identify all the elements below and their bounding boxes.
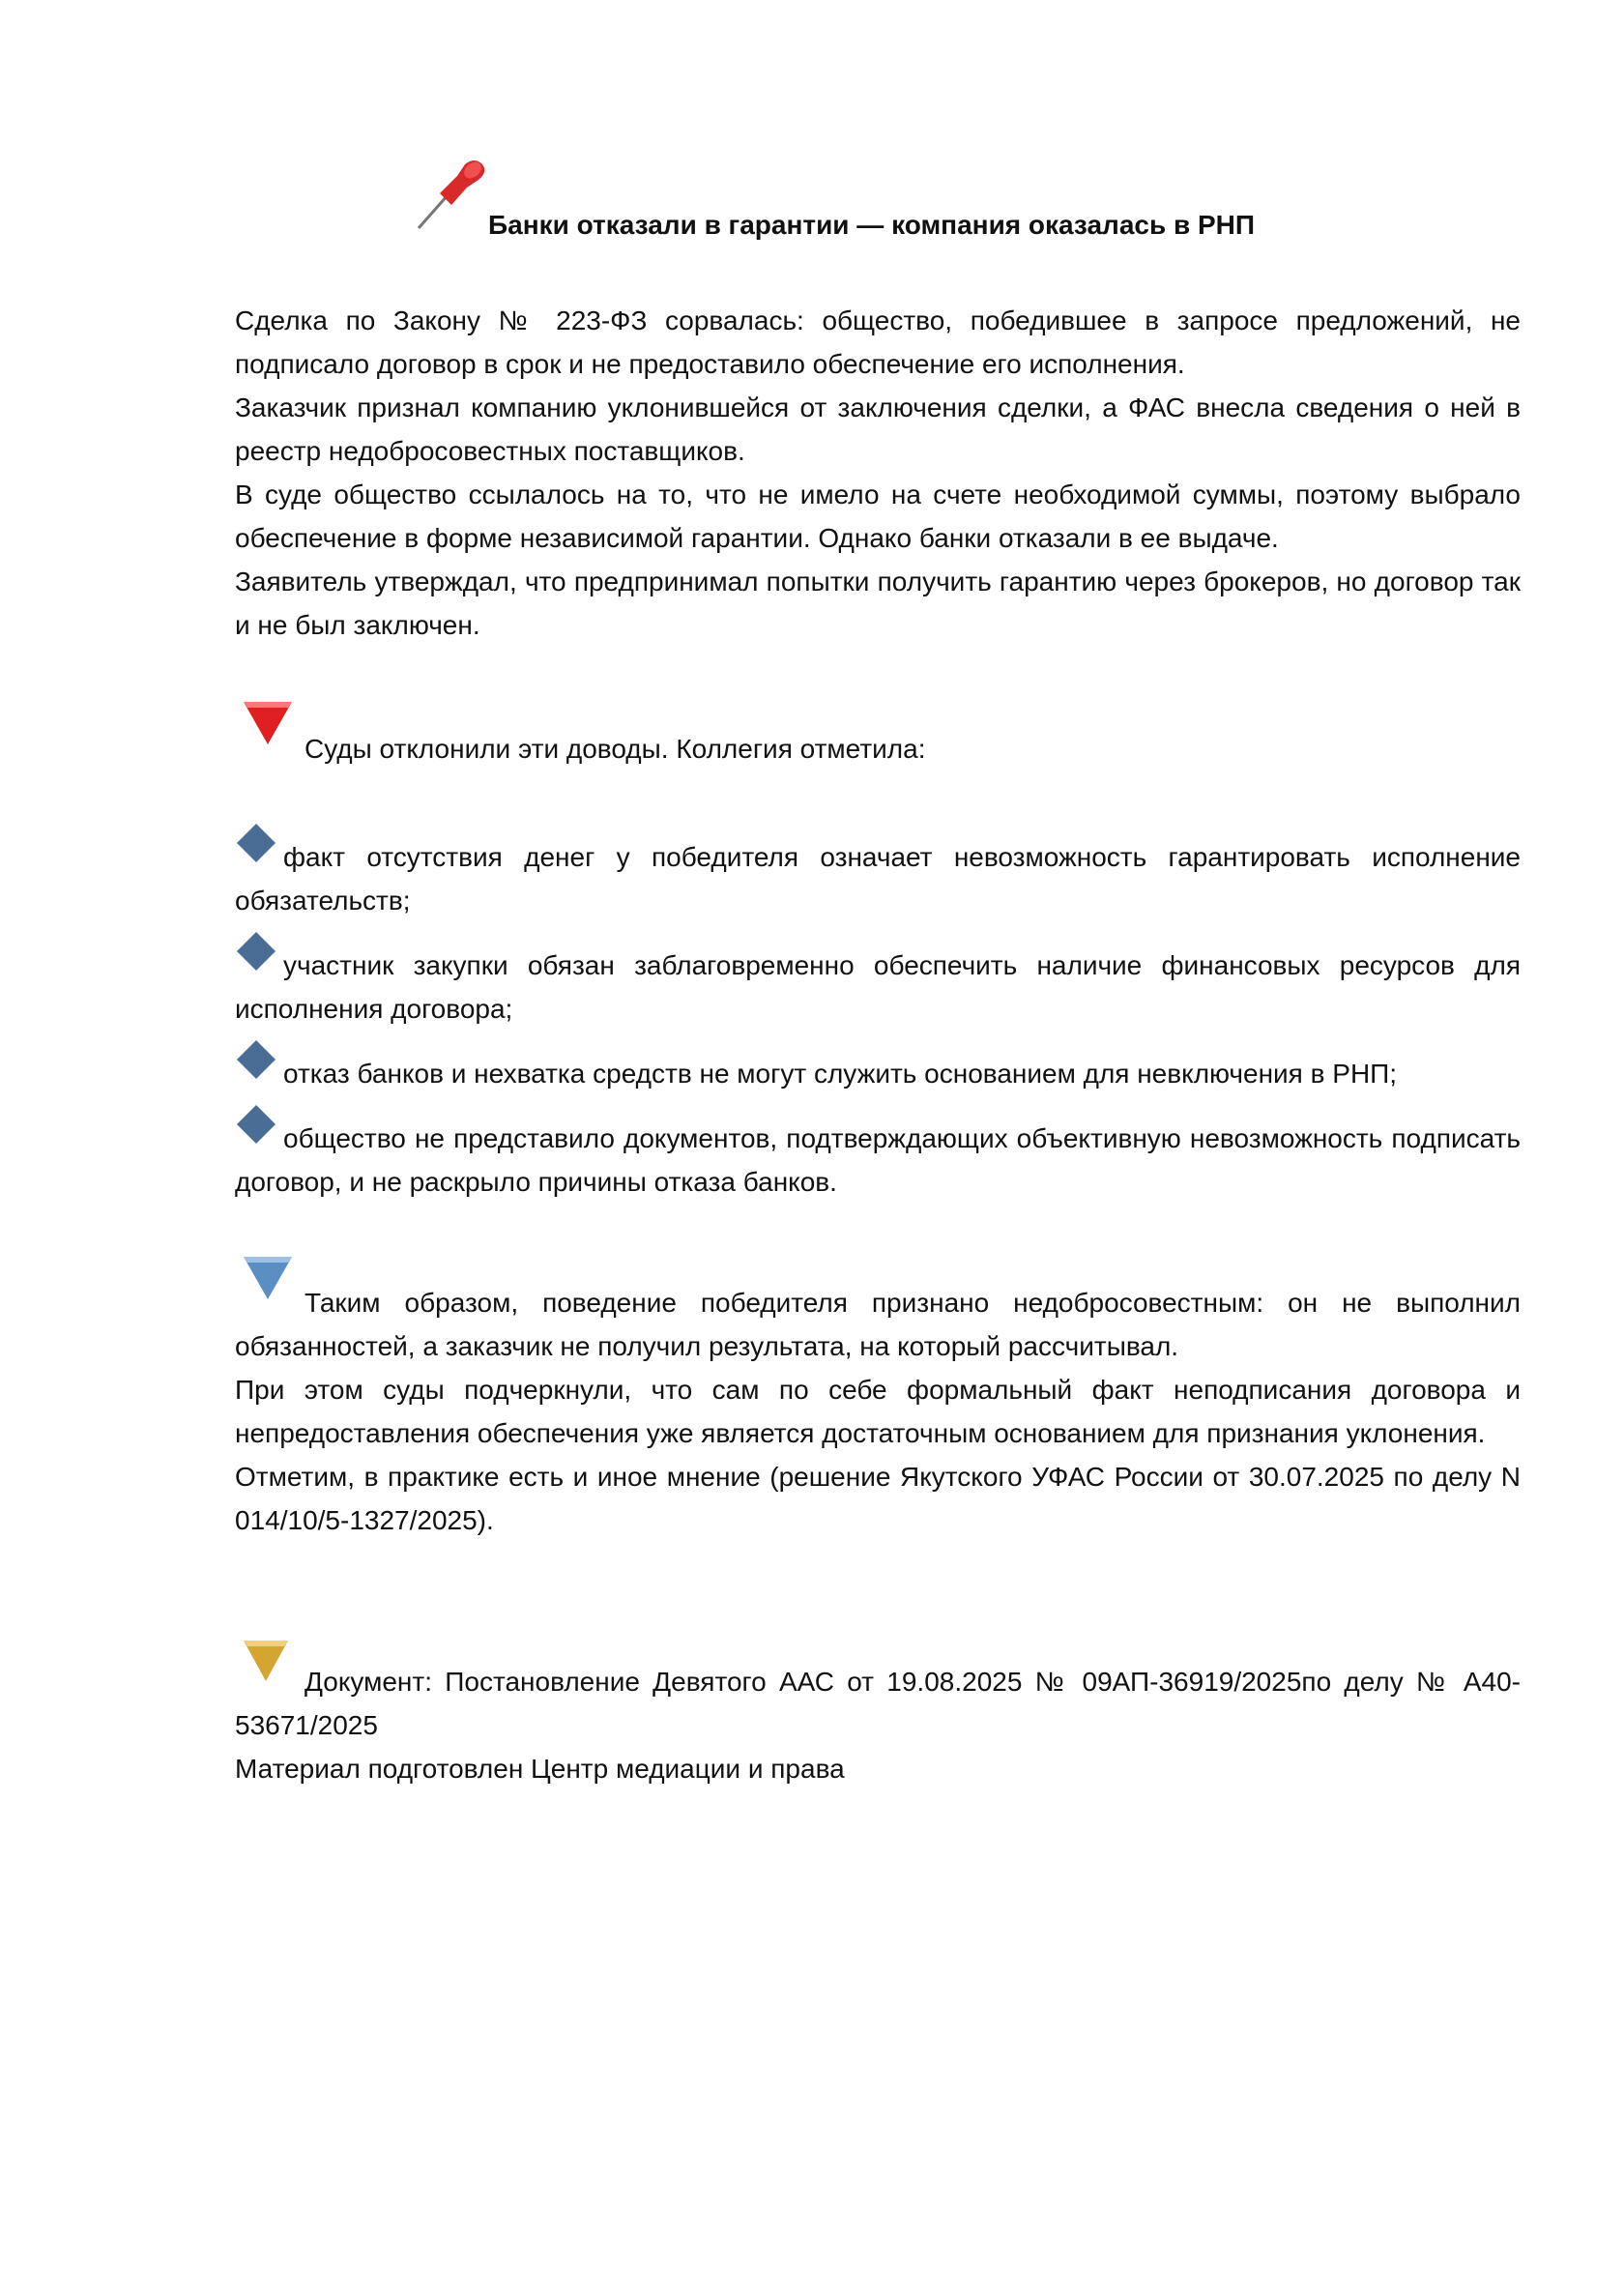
paragraph: Заявитель утверждал, что предпринимал попытки получить гарантию через брокеров, но договор так и не был заключен. [235, 567, 1521, 640]
paragraph: Сделка по Закону № 223-ФЗ сорвалась: общество, победившее в запросе предложений, не подписало договор в срок и не предоставило обеспечение его исполнения. [235, 305, 1521, 379]
diamond-bullet-icon [235, 1063, 283, 1083]
paragraph: Таким образом, поведение победителя признано недобросовестным: он не выполнил обязанностей, а заказчик не получил результата, на который рассчитывал. [235, 1288, 1521, 1361]
paragraph: При этом суды подчеркнули, что сам по себе формальный факт неподписания договора и непредоставления обеспечения уже является достаточным основанием для признания уклонения. [235, 1375, 1521, 1448]
list-item: факт отсутствия денег у победителя означает невозможность гарантировать исполнение обязательств; [235, 835, 1521, 922]
courts-heading-text: Суды отклонили эти доводы. Коллегия отметила: [304, 734, 926, 764]
intro-section [235, 299, 1521, 647]
list-item: участник закупки обязан заблаговременно обеспечить наличие финансовых ресурсов для исполнения договора; [235, 944, 1521, 1031]
conclusion-section [235, 1281, 1521, 1542]
list-item: общество не представило документов, подтверждающих объективную невозможность подписать договор, и не раскрыло причины отказа банков. [235, 1117, 1521, 1204]
paragraph: Заказчик признал компанию уклонившейся от заключения сделки, а ФАС внесла сведения о ней в реестр недобросовестных поставщиков. [235, 392, 1521, 466]
document-reference: Документ: Постановление Девятого ААС от 19.08.2025 № 09АП-36919/2025по делу № А40-53671/2025 [235, 1667, 1521, 1740]
courts-heading [235, 727, 1521, 770]
diamond-bullet-icon [235, 1128, 283, 1148]
page-title: Банки отказали в гарантии — компания оказалась в РНП [488, 210, 1255, 240]
diamond-bullet-icon [235, 847, 283, 866]
paragraph: В суде общество ссылалось на то, что не имело на счете необходимой суммы, поэтому выбрало обеспечение в форме независимой гарантии. Однако банки отказали в ее выдаче. [235, 480, 1521, 553]
list-item: отказ банков и нехватка средств не могут служить основанием для невключения в РНП; [235, 1052, 1521, 1095]
diamond-bullet-icon [235, 955, 283, 974]
paragraph: Отметим, в практике есть и иное мнение (решение Якутского УФАС России от 30.07.2025 по делу N 014/10/5-1327/2025). [235, 1462, 1521, 1535]
document-section [235, 1660, 1521, 1790]
pushpin-icon [411, 155, 488, 232]
bullet-list [235, 835, 1521, 1204]
credit: Материал подготовлен Центр медиации и права [235, 1754, 845, 1784]
